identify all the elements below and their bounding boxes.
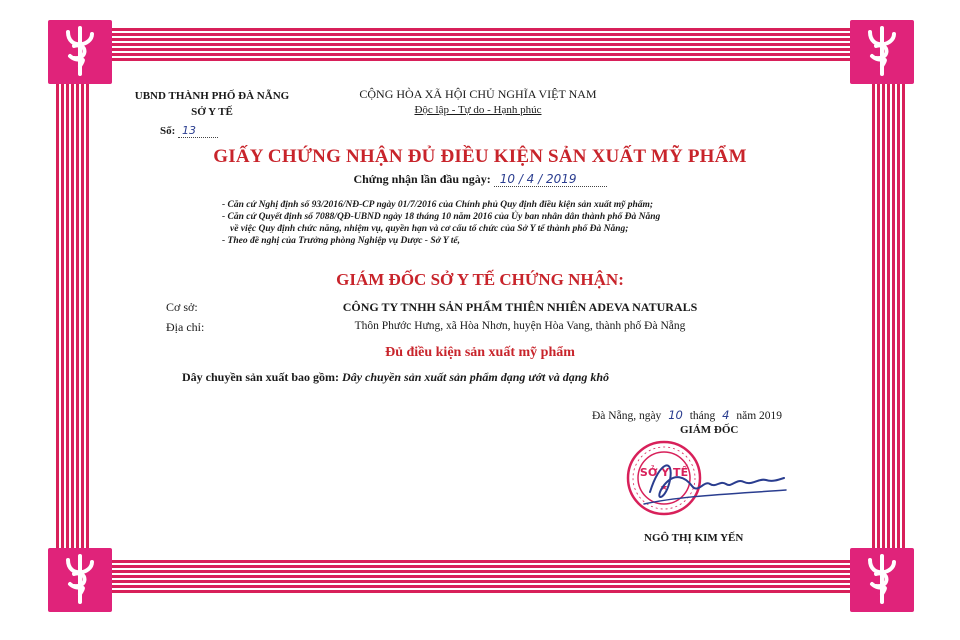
number-value: 13 <box>178 124 218 138</box>
issue-day: 10 <box>668 408 683 422</box>
national-motto: Độc lập - Tự do - Hạnh phúc <box>414 104 542 116</box>
authority-city: UBND THÀNH PHỐ ĐÀ NẴNG <box>134 90 290 102</box>
caduceus-icon <box>48 548 112 612</box>
nation-name: CỘNG HÒA XÃ HỘI CHỦ NGHĨA VIỆT NAM <box>359 87 597 101</box>
certificate-title: GIẤY CHỨNG NHẬN ĐỦ ĐIỀU KIỆN SẢN XUẤT MỸ PHẨM <box>213 146 747 167</box>
authority-department: SỞ Y TẾ <box>191 106 233 118</box>
address-label: Địa chỉ: <box>166 320 205 334</box>
qualification-statement: Đủ điều kiện sản xuất mỹ phẩm <box>385 345 575 360</box>
legal-basis-item: - Căn cứ Quyết định số 7088/QĐ-UBND ngày 18 tháng 10 năm 2016 của Ủy ban nhân dân thành phố Đà Nẵng <box>222 212 661 222</box>
production-line-label: Dây chuyền sản xuất bao gồm: <box>182 370 340 384</box>
left-border <box>56 60 90 580</box>
first-certified-date <box>130 172 830 187</box>
issue-place: Đà Nẵng, ngày <box>592 410 662 422</box>
legal-basis-item: - Theo đề nghị của Trưởng phòng Nghiệp vụ Dược - Sở Y tế, <box>222 236 460 246</box>
svg-text:★: ★ <box>659 483 669 493</box>
issue-month: 4 <box>722 408 730 422</box>
legal-bases <box>222 199 782 247</box>
director-signature <box>640 450 790 510</box>
stamp-text: SỞ Y TẾ <box>639 466 689 479</box>
certification-heading: GIÁM ĐỐC SỞ Y TẾ CHỨNG NHẬN: <box>336 270 624 289</box>
caduceus-icon <box>850 548 914 612</box>
issue-date <box>592 408 782 422</box>
bottom-border <box>70 560 892 594</box>
first-date-value: 10 / 4 / 2019 <box>494 172 607 187</box>
legal-basis-item: về việc Quy định chức năng, nhiệm vụ, quyền hạn và cơ cấu tổ chức của Sở Y tế thành phố Đà Nẵng; <box>230 224 629 234</box>
facility-label: Cơ sở: <box>166 300 198 314</box>
production-line <box>182 370 609 385</box>
production-line-value: Dây chuyền sản xuất sản phẩm dạng ướt và dạng khô <box>342 370 610 384</box>
caduceus-icon <box>850 20 914 84</box>
facility-address: Thôn Phước Hưng, xã Hòa Nhơn, huyện Hòa Vang, thành phố Đà Nẵng <box>354 320 686 332</box>
issue-year: năm 2019 <box>736 410 783 422</box>
document-number <box>160 124 218 137</box>
first-date-label: Chứng nhận lần đầu ngày: <box>353 172 491 186</box>
month-label: tháng <box>689 410 716 422</box>
issuing-authority <box>128 88 296 120</box>
director-title: GIÁM ĐỐC <box>680 424 739 436</box>
caduceus-icon <box>48 20 112 84</box>
number-label: Số: <box>160 125 176 137</box>
facility-name: CÔNG TY TNHH SẢN PHẨM THIÊN NHIÊN ADEVA NATURALS <box>342 300 698 314</box>
right-border <box>872 60 906 580</box>
signer-name: NGÔ THỊ KIM YẾN <box>644 532 744 544</box>
national-header <box>352 86 604 118</box>
top-border <box>70 28 892 62</box>
legal-basis-item: - Căn cứ Nghị định số 93/2016/NĐ-CP ngày 01/7/2016 của Chính phủ Quy định điều kiện sản xuất mỹ phẩm; <box>222 200 654 210</box>
